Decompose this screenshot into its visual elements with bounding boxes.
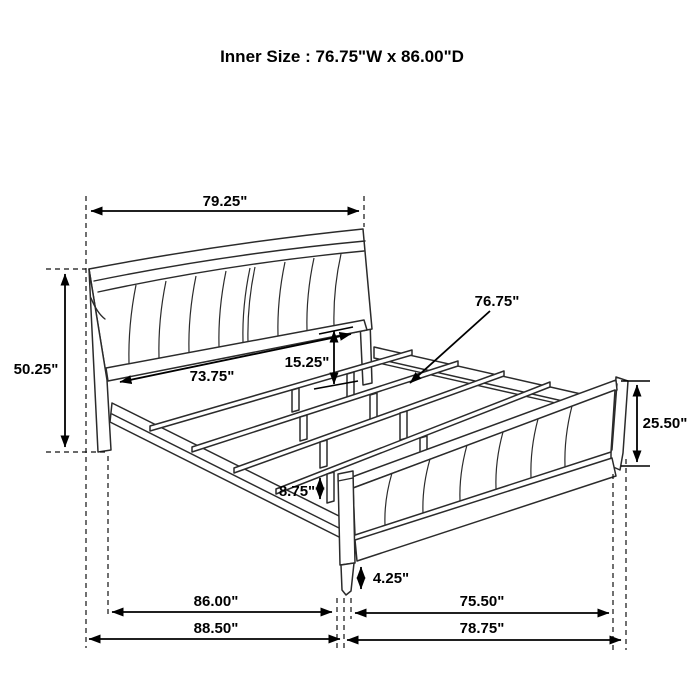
slat-leg	[300, 415, 307, 441]
dim-footboard-inner-width-label: 75.50"	[459, 593, 505, 610]
dim-overall-depth	[89, 620, 340, 639]
slat-leg	[347, 372, 354, 398]
dim-slat-leg-height-label: 8.75"	[278, 483, 316, 500]
side-rail-front	[110, 403, 343, 538]
inner-size-title: Inner Size : 76.75"W x 86.00"D	[220, 47, 464, 66]
dim-footboard-height	[621, 381, 687, 466]
dim-overall-depth-label: 88.50"	[193, 620, 239, 637]
footboard-left-leg	[341, 563, 354, 595]
slat-leg	[400, 411, 407, 440]
dim-footboard-inner-width	[355, 593, 609, 613]
dim-footboard-leg-height	[361, 567, 409, 589]
dim-inner-depth-label: 86.00"	[193, 593, 239, 610]
slat-leg	[370, 393, 377, 420]
dim-inner-depth	[112, 593, 332, 612]
dim-footboard-overall-width	[347, 620, 621, 640]
slat-leg	[320, 440, 327, 468]
dim-headboard-width-label: 79.25"	[202, 193, 248, 210]
dim-slat-width-label: 76.75"	[474, 293, 520, 310]
slat-leg	[327, 472, 334, 503]
footboard-left-post	[338, 471, 355, 565]
dim-headboard-inner-width-label: 73.75"	[189, 368, 235, 385]
dim-rail-height-label: 15.25"	[284, 354, 330, 371]
dim-footboard-leg-height-label: 4.25"	[372, 570, 410, 587]
slat-leg	[292, 388, 299, 412]
dim-headboard-height	[14, 274, 65, 447]
dim-headboard-height-label: 50.25"	[13, 361, 59, 378]
dim-headboard-width	[91, 193, 359, 211]
dim-footboard-height-label: 25.50"	[642, 415, 688, 432]
dim-footboard-overall-width-label: 78.75"	[459, 620, 505, 637]
